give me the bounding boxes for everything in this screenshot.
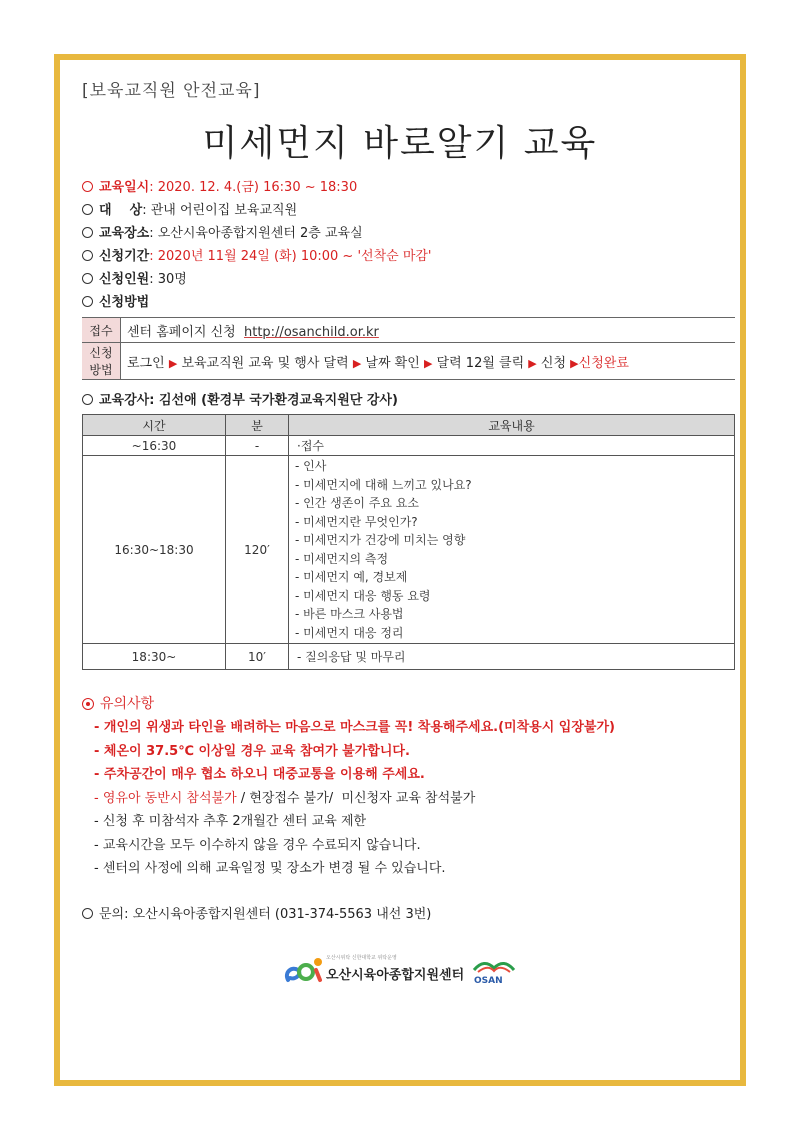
circle-bullet-icon (82, 204, 93, 215)
note-infants: - 영유아 동반시 참석불가 / 현장접수 불가/ 미신청자 교육 참석불가 (94, 790, 476, 806)
arrow-right-icon: ▶ (352, 356, 362, 370)
logo-caption: 오산시위탁 신한대학교 위탁운영 (326, 955, 397, 961)
table-row (83, 456, 735, 644)
info-capacity: 신청인원: 30명 (82, 268, 718, 291)
list-item: - 미세먼지가 건강에 미치는 영향 (295, 533, 466, 547)
target-bullet-icon (82, 698, 94, 710)
schedule-header-row (83, 415, 735, 436)
page-frame (54, 54, 746, 1086)
doc-title: 미세먼지 바로알기 교육 (202, 123, 598, 164)
table-row (83, 436, 735, 456)
homepage-link[interactable]: http://osanchild.or.kr (244, 324, 379, 340)
apply-row-reception (82, 318, 735, 343)
step-1: 로그인 (127, 355, 165, 371)
step-2: 보육교직원 교육 및 행사 달력 (181, 355, 349, 371)
note-change: - 센터의 사정에 의해 교육일정 및 장소가 변경 될 수 있습니다. (94, 861, 446, 876)
info-list (82, 176, 718, 314)
row-time: ~16:30 (83, 436, 226, 456)
apply-table (82, 317, 735, 380)
apply-label-reception: 접수 (82, 318, 121, 343)
note-temperature: - 체온이 37.5℃ 이상일 경우 교육 참여가 불가합니다. (94, 743, 410, 759)
note-mask: - 개인의 위생과 타인을 배려하는 마음으로 마스크를 꼭! 착용해주세요.(미착용시 입장불가) (94, 720, 615, 735)
circle-bullet-icon (82, 296, 93, 307)
header-minutes: 분 (226, 415, 289, 436)
contact-line: 문의: 오산시육아종합지원센터 (031-374-5563 내선 3번) (82, 903, 718, 922)
list-item: - 미세먼지에 대해 느끼고 있나요? (295, 477, 472, 492)
circle-bullet-icon (82, 394, 93, 405)
row-content: ·접수 (289, 436, 735, 456)
note-absence: - 신청 후 미참석자 추후 2개월간 센터 교육 제한 (94, 814, 367, 829)
row-content: - 질의응답 및 마무리 (289, 644, 735, 670)
list-item: - 미세먼지의 측정 (295, 551, 389, 566)
note-completion: - 교육시간을 모두 이수하지 않을 경우 수료되지 않습니다. (94, 837, 421, 853)
row-time: 18:30~ (83, 644, 226, 670)
info-place: 교육장소: 오산시육아종합지원센터 2층 교육실 (82, 222, 718, 245)
doc-subtitle: [보육교직원 안전교육] (82, 81, 261, 101)
circle-bullet-icon (82, 250, 93, 261)
info-method: 신청방법 (82, 291, 718, 314)
arrow-right-icon: ▶ (528, 356, 537, 370)
row-time: 16:30~18:30 (83, 456, 226, 644)
list-item: - 미세먼지란 무엇인가? (295, 514, 418, 529)
info-datetime: 교육일시: 2020. 12. 4.(금) 16:30 ~ 18:30 (82, 176, 718, 199)
step-3: 날짜 확인 (365, 355, 420, 371)
lecturer-line: 교육강사: 김선애 (환경부 국가환경교육지원단 강사) (82, 390, 718, 412)
header-time: 시간 (83, 415, 226, 436)
row-minutes: - (226, 436, 289, 456)
arrow-right-icon: ▶ (423, 356, 433, 370)
arrow-right-icon: ▶ (168, 356, 178, 370)
arrow-right-icon: ▶ (570, 356, 579, 370)
notes-title: 유의사항 (82, 692, 718, 716)
apply-steps-cell (121, 343, 736, 380)
step-6: 신청완료 (578, 355, 629, 371)
apply-row-method (82, 343, 735, 380)
row-minutes: 10′ (226, 644, 289, 670)
list-item: - 바른 마스크 사용법 (295, 607, 404, 621)
list-item: - 미세먼지 대응 행동 요령 (295, 588, 431, 603)
apply-reception-cell: 센터 홈페이지 신청 http://osanchild.or.kr (121, 318, 736, 343)
step-5: 신청 (540, 355, 567, 371)
header-content: 교육내용 (289, 415, 735, 436)
info-target: 대 상: 관내 어린이집 보육교직원 (82, 199, 718, 222)
logo-name: 오산시육아종합지원센터 (326, 968, 465, 983)
row-minutes: 120′ (226, 456, 289, 644)
table-row (83, 644, 735, 670)
osan-wordmark: OSAN (474, 976, 503, 986)
notes-section (82, 692, 718, 881)
list-item: - 미세먼지 대응 정리 (295, 625, 404, 640)
row-content-list (289, 456, 735, 644)
center-logo (282, 950, 522, 990)
list-item: - 인사 (295, 459, 327, 473)
step-4: 달력 12월 클릭 (436, 355, 525, 371)
circle-bullet-icon (82, 181, 93, 192)
document-content (82, 76, 718, 922)
circle-bullet-icon (82, 273, 93, 284)
circle-bullet-icon (82, 227, 93, 238)
info-period: 신청기간: 2020년 11월 24일 (화) 10:00 ~ '선착순 마감' (82, 245, 718, 268)
circle-bullet-icon (82, 908, 93, 919)
note-parking: - 주차공간이 매우 협소 하오니 대중교통을 이용해 주세요. (94, 767, 425, 782)
apply-label-method: 신청 방법 (82, 343, 121, 380)
osan-emblem-icon (472, 956, 516, 976)
list-item: - 미세먼지 예, 경보제 (295, 570, 408, 584)
center-logo-icon (282, 950, 324, 990)
list-item: - 인간 생존이 주요 요소 (295, 496, 419, 510)
schedule-table (82, 414, 735, 670)
